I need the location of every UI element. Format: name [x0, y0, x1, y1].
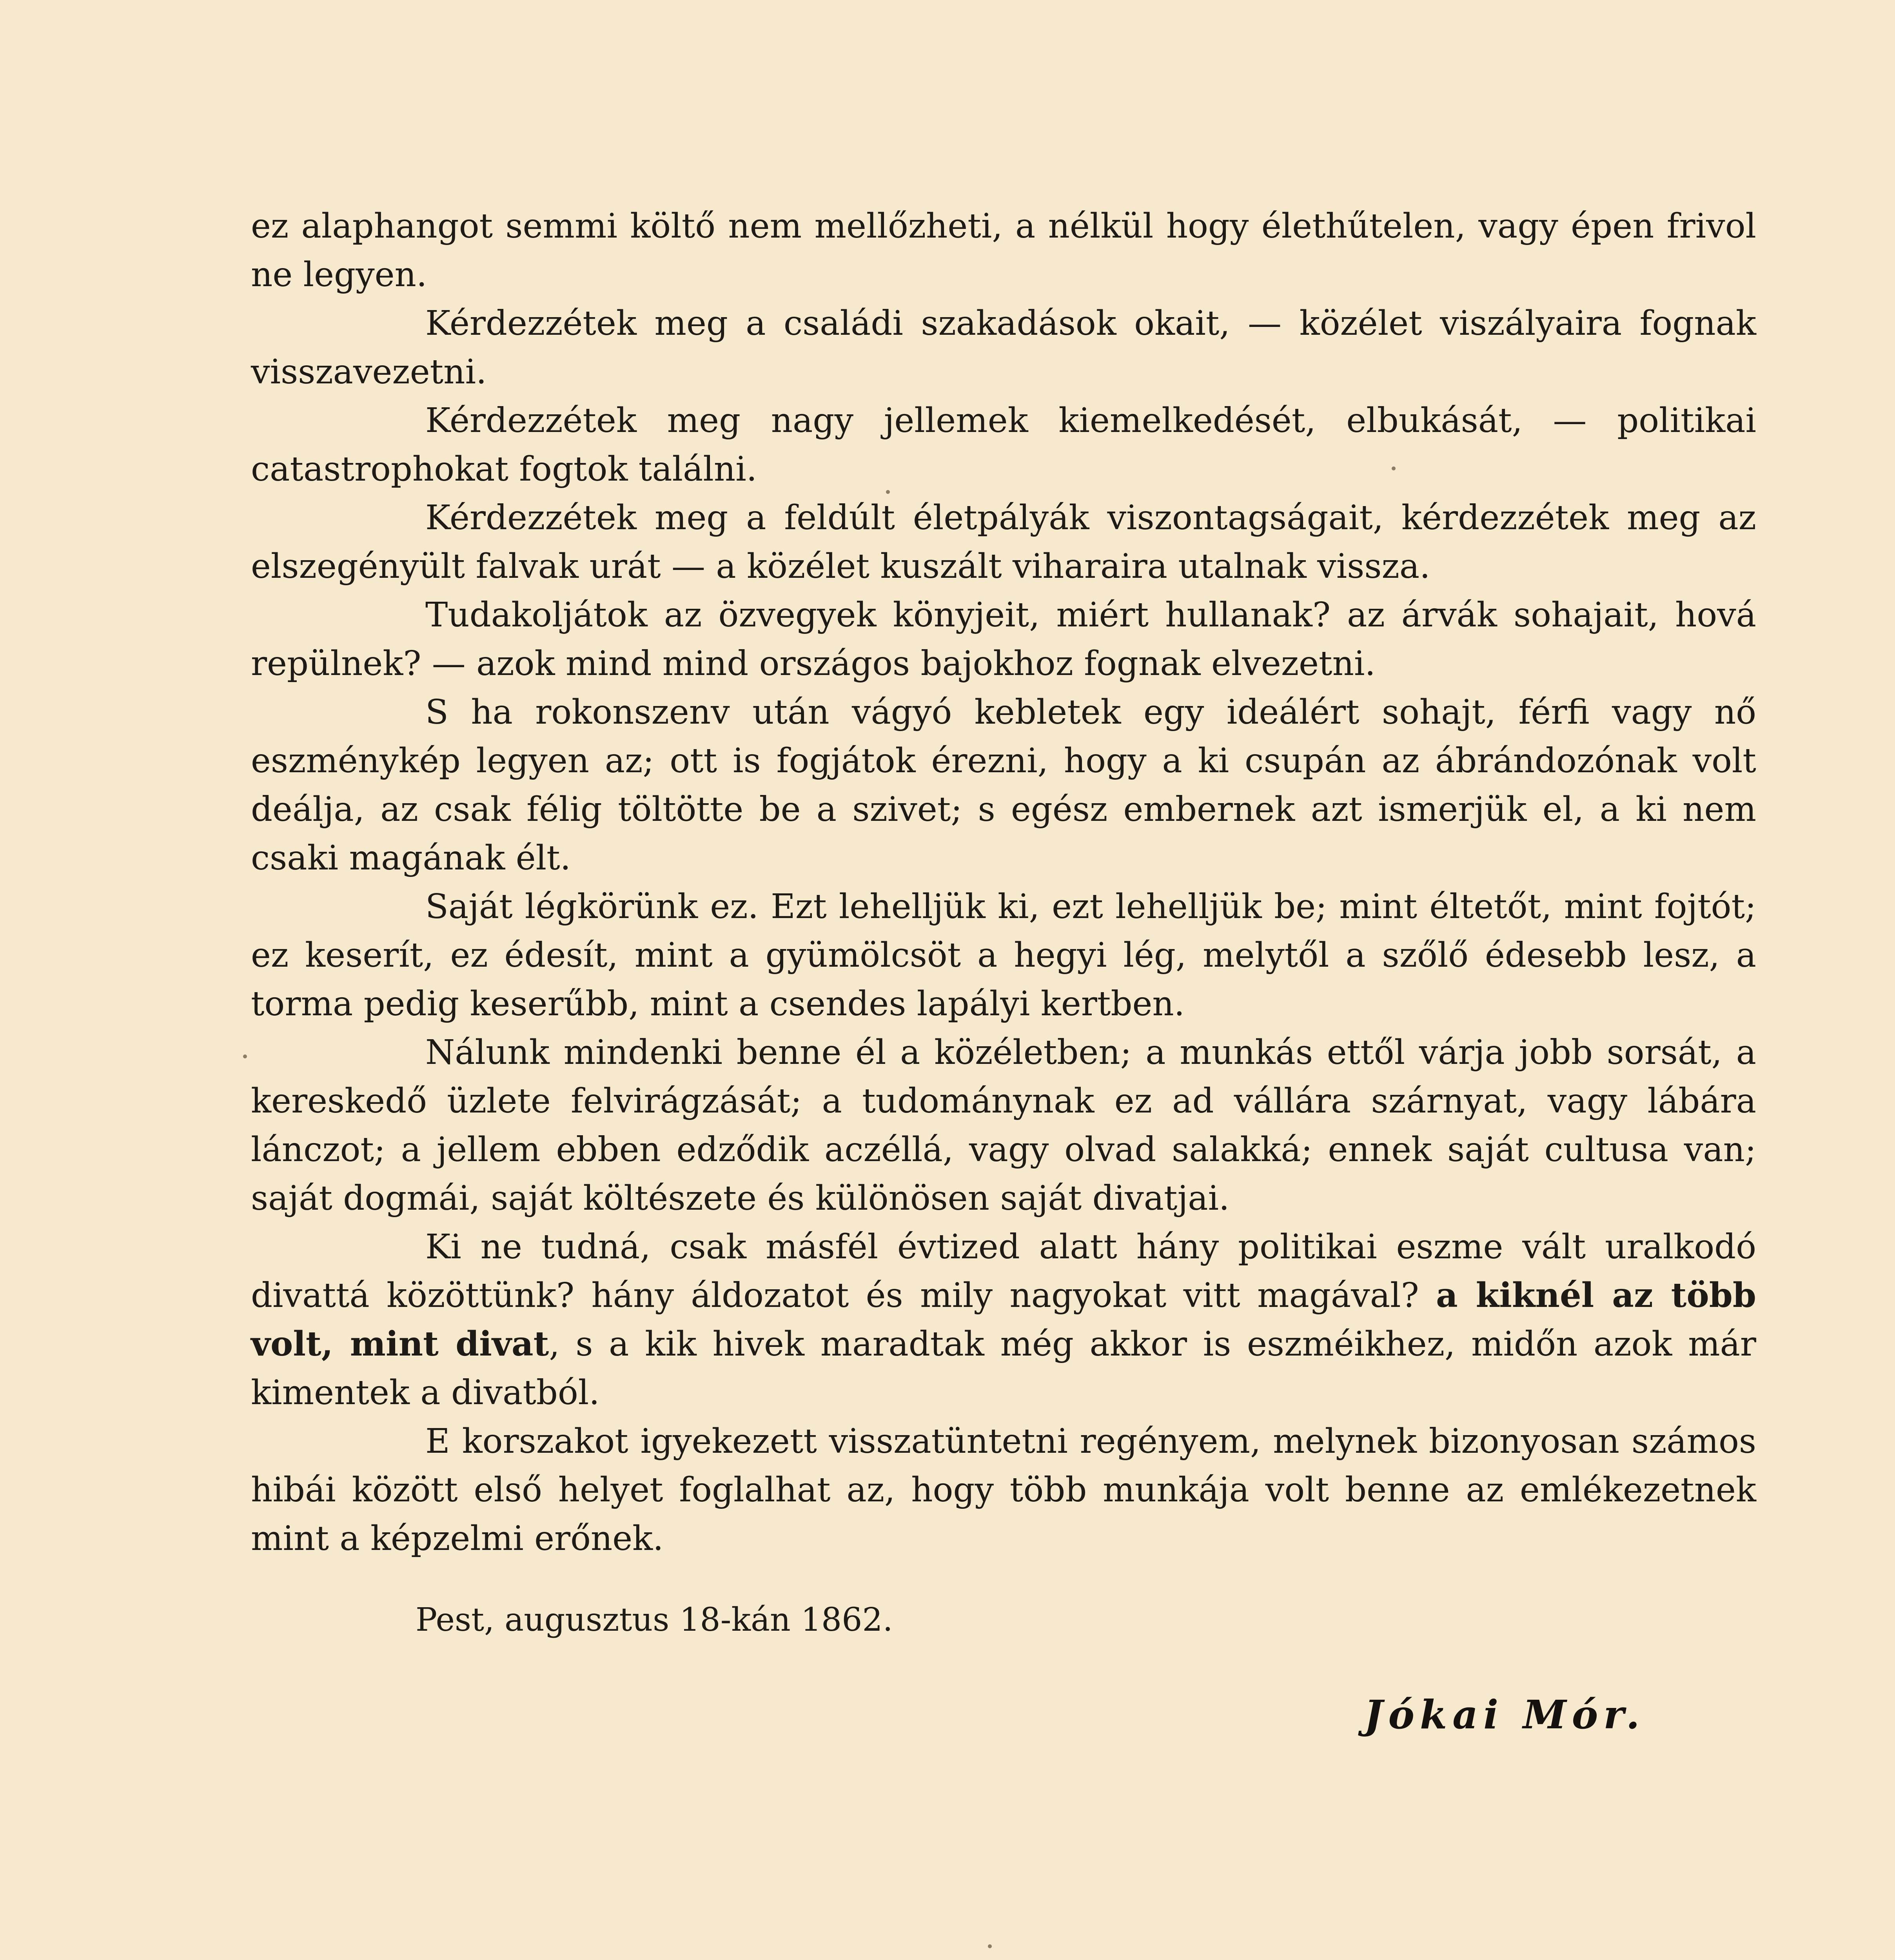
author-signature: Jókai Mór.	[1364, 1691, 1645, 1738]
paragraph	[251, 396, 1756, 494]
paragraph	[251, 1223, 1756, 1417]
paragraph-text: Kérdezzétek meg a feldúlt életpályák viszontagságait, kérdezzétek meg az elszegényült falvak urát — a közélet kuszált viharaira utalnak vissza.	[251, 498, 1756, 586]
emphasized-text: a kiknél az több volt, mint divat	[251, 1276, 1756, 1364]
paper-speck	[1392, 466, 1396, 470]
paragraph-text: Kérdezzétek meg a családi szakadások okait, — közélet viszályaira fognak visszavezetni.	[251, 304, 1756, 392]
paragraph-text: ez alaphangot semmi költő nem mellőzheti, a nélkül hogy élethűtelen, vagy épen frivol ne legyen.	[251, 207, 1756, 294]
paper-speck	[886, 490, 890, 494]
paragraph	[251, 299, 1756, 396]
paragraph	[251, 1028, 1756, 1223]
paragraph	[251, 202, 1756, 299]
paragraph-text: Tudakoljátok az özvegyek könyjeit, miért hullanak? az árvák sohajait, hová repülnek? — azok mind mind országos bajokhoz fognak elvezetni.	[251, 595, 1756, 683]
paper-speck	[988, 1944, 992, 1948]
body-text	[251, 202, 1756, 1563]
paper-speck	[243, 1054, 247, 1058]
paragraph-text: Nálunk mindenki benne él a közéletben; a munkás ettől várja jobb sorsát, a kereskedő üzlete felvirágzását; a tudománynak ez ad vállára szárnyat, vagy lábára lánczot; a jellem ebben edződik aczéllá, vagy olvad salakká; ennek saját cultusa van; saját dogmái, saját költészete és különösen saját divatjai.	[251, 1033, 1756, 1218]
paragraph	[251, 688, 1756, 882]
paragraph	[251, 1417, 1756, 1563]
paragraph-text: , s a kik hivek maradtak még akkor is eszméikhez, midőn azok már kimentek a divatból.	[251, 1325, 1756, 1412]
paragraph	[251, 494, 1756, 591]
paragraph	[251, 882, 1756, 1028]
dateline: Pest, augusztus 18-kán 1862.	[416, 1601, 893, 1639]
paragraph-text: S ha rokonszenv után vágyó kebletek egy ideálért sohajt, férfi vagy nő eszménykép legyen az; ott is fogjátok érezni, hogy a ki csupán az ábrándozónak volt deálja, az csak félig töltötte be a szivet; s egész embernek azt ismerjük el, a ki nem csaki magának élt.	[251, 693, 1756, 878]
paragraph-text: E korszakot igyekezett visszatüntetni regényem, melynek bizonyosan számos hibái között első helyet foglalhat az, hogy több munkája volt benne az emlékezetnek mint a képzelmi erőnek.	[251, 1422, 1756, 1558]
paragraph-text: Ki ne tudná, csak másfél évtized alatt hány politikai eszme vált uralkodó divattá közöttünk? hány áldozatot és mily nagyokat vitt magával?	[251, 1227, 1756, 1315]
paragraph-text: Saját légkörünk ez. Ezt lehelljük ki, ezt lehelljük be; mint éltetőt, mint fojtót; ez keserít, ez édesít, mint a gyümölcsöt a hegyi lég, melytől a szőlő édesebb lesz, a torma pedig keserűbb, mint a csendes lapályi kertben.	[251, 887, 1756, 1024]
paragraph	[251, 591, 1756, 688]
paragraph-text: Kérdezzétek meg nagy jellemek kiemelkedését, elbukását, — politikai catastrophokat fogtok találni.	[251, 401, 1756, 489]
